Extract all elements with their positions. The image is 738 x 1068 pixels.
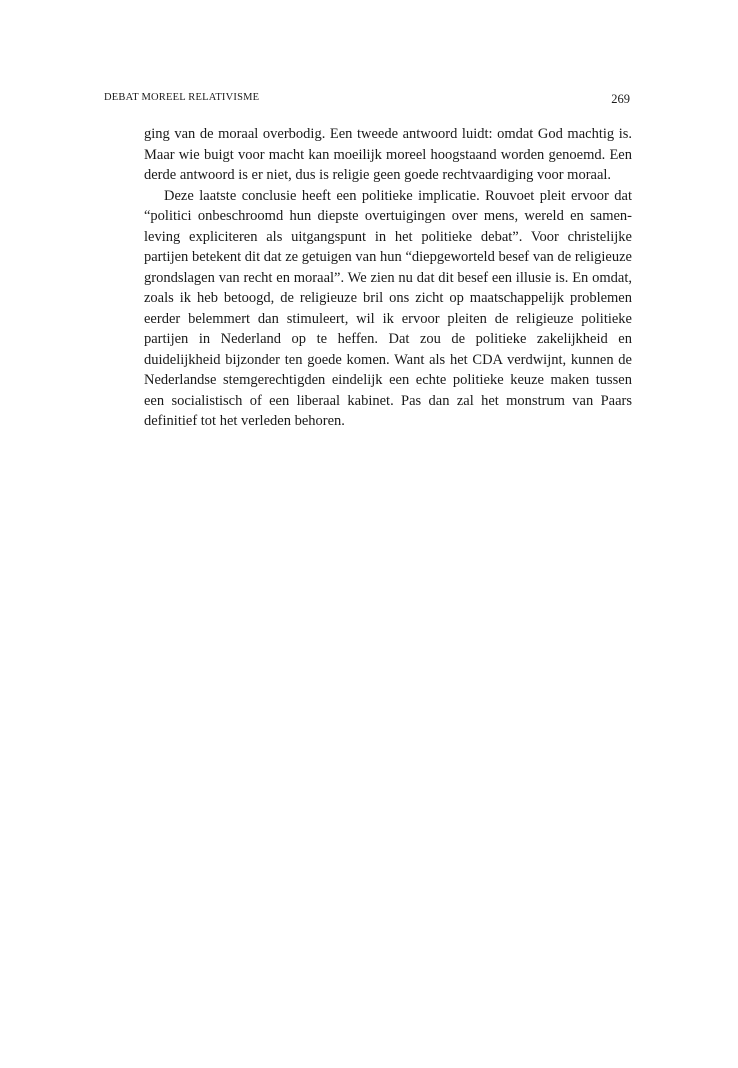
page-number: 269 <box>611 92 630 106</box>
body-text <box>144 124 632 432</box>
paragraph-2: Deze laatste conclusie heeft een politieke implicatie. Rouvoet pleit ervoor dat “politici onbeschroomd hun diepste overtuigingen over mens, wereld en samenleving expliciteren als uitgangspunt in het politieke debat”. Voor christelijke partijen betekent dit dat ze getuigen van hun “diepgeworteld besef van de religieuze grondslagen van recht en moraal”. We zien nu dat dit besef een illusie is. En omdat, zoals ik heb betoogd, de religieuze bril ons zicht op maatschappelijk problemen eerder belemmert dan stimuleert, wil ik ervoor pleiten de religieuze politieke partijen in Nederland op te heffen. Dat zou de politieke zakelijkheid en duidelijkheid bijzonder ten goede komen. Want als het CDA verdwijnt, kunnen de Nederlandse stemgerechtigden eindelijk een echte politieke keuze maken tussen een socialistisch of een liberaal kabinet. Pas dan zal het monstrum van Paars definitief tot het verleden behoren. <box>144 187 632 429</box>
running-head <box>104 92 630 112</box>
running-title: DEBAT MOREEL RELATIVISME <box>104 92 260 103</box>
paragraph-1: ging van de moraal overbodig. Een tweede antwoord luidt: omdat God machtig is. Maar wie buigt voor macht kan moeilijk moreel hoogstaand worden genoemd. Een derde antwoord is er niet, dus is religie geen goede rechtvaardiging voor moraal. <box>144 126 632 183</box>
